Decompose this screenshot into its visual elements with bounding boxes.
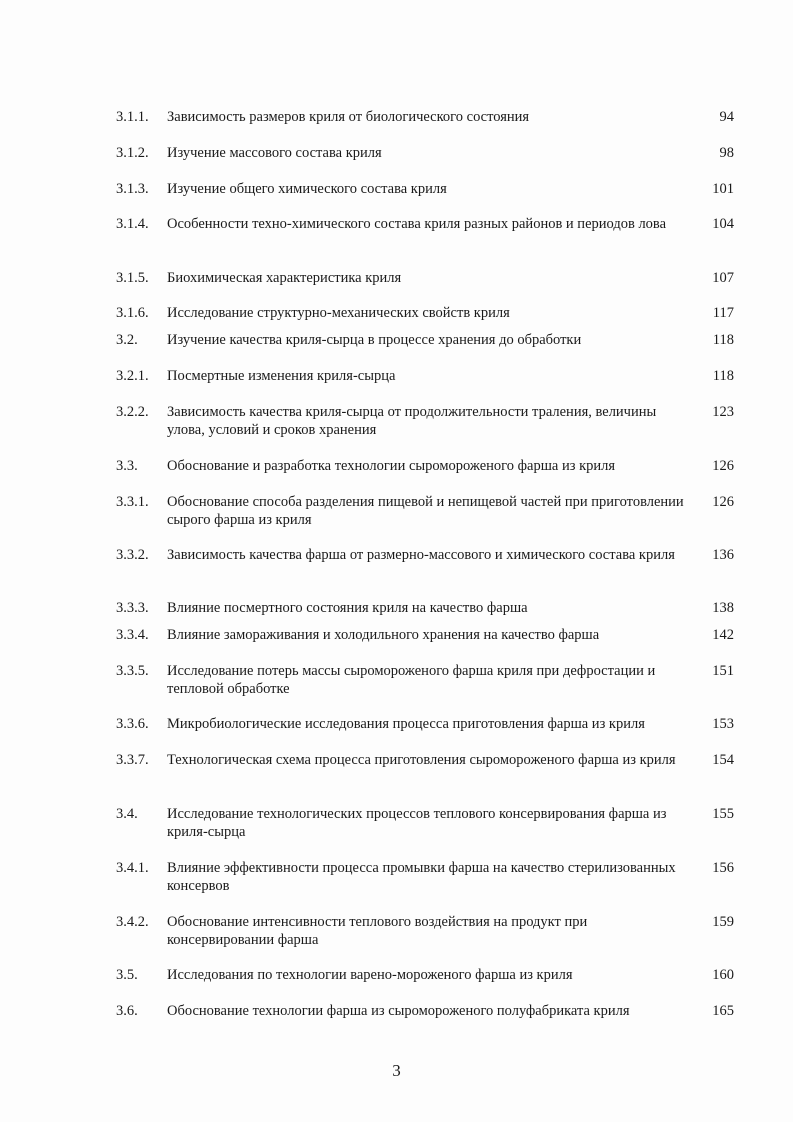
toc-entry-number: 3.3. <box>116 458 138 474</box>
toc-entry-page: 126 <box>712 494 734 510</box>
toc-entry-number: 3.3.5. <box>116 663 149 679</box>
toc-entry-page: 126 <box>712 458 734 474</box>
toc-entry-page: 123 <box>712 404 734 420</box>
toc-entry-page: 156 <box>712 860 734 876</box>
toc-entry-title: Обоснование и разработка технологии сыромороженого фарша из криля <box>167 458 616 474</box>
toc-entry-page: 165 <box>712 1003 734 1019</box>
toc-entry-title: Влияние замораживания и холодильного хранения на качество фарша <box>167 627 600 643</box>
toc-entry-title: Обоснование технологии фарша из сыромороженого полуфабриката криля <box>167 1003 630 1019</box>
toc-entry-title: Исследование потерь массы сыромороженого фарша криля при дефростации и тепловой обработке <box>167 663 656 697</box>
toc-entry-number: 3.3.1. <box>116 494 149 510</box>
toc-entry-page: 118 <box>712 368 734 384</box>
toc-entry-page: 155 <box>712 806 734 822</box>
toc-entry-number: 3.3.7. <box>116 752 149 768</box>
toc-entry-title: Зависимость качества фарша от размерно-массового и химического состава криля <box>167 547 675 563</box>
toc-entry-number: 3.1.2. <box>116 145 149 161</box>
toc-entry-title: Микробиологические исследования процесса приготовления фарша из криля <box>167 716 645 732</box>
toc-entry-page: 159 <box>712 914 734 930</box>
toc-entry-page: 101 <box>712 181 734 197</box>
toc-entry-title: Влияние посмертного состояния криля на качество фарша <box>167 600 528 616</box>
toc-entry-page: 94 <box>719 109 734 125</box>
toc-entry-number: 3.3.3. <box>116 600 149 616</box>
toc-entry-title: Зависимость размеров криля от биологического состояния <box>167 109 530 125</box>
toc-entry-number: 3.4.1. <box>116 860 149 876</box>
toc-entry-page: 136 <box>712 547 734 563</box>
toc-entry-title: Зависимость качества криля-сырца от продолжительности траления, величины улова, условий и сроков хранения <box>167 404 657 438</box>
toc-entry-title: Изучение массового состава криля <box>167 145 382 161</box>
toc-entry-number: 3.2. <box>116 332 138 348</box>
toc-entry-number: 3.3.2. <box>116 547 149 563</box>
toc-entry-page: 151 <box>712 663 734 679</box>
toc-entry-number: 3.3.4. <box>116 627 149 643</box>
toc-entry-title: Изучение качества криля-сырца в процессе хранения до обработки <box>167 332 582 348</box>
toc-entry-title: Влияние эффективности процесса промывки фарша на качество стерилизованных консервов <box>167 860 676 894</box>
toc-entry-title: Исследование технологических процессов теплового консервирования фарша из криля-сырца <box>167 806 667 840</box>
toc-entry-page: 138 <box>712 600 734 616</box>
toc-entry-title: Обоснование интенсивности теплового воздействия на продукт при консервировании фарша <box>167 914 588 948</box>
toc-entry-number: 3.1.4. <box>116 216 149 232</box>
toc-entry-number: 3.1.5. <box>116 270 149 286</box>
toc-entry-page: 107 <box>712 270 734 286</box>
toc-entry-page: 118 <box>712 332 734 348</box>
toc-entry-title: Изучение общего химического состава криля <box>167 181 447 197</box>
toc-entry-number: 3.1.3. <box>116 181 149 197</box>
toc-entry-number: 3.1.1. <box>116 109 149 125</box>
toc-entry-number: 3.2.2. <box>116 404 149 420</box>
toc-entry-title: Исследования по технологии варено-мороженого фарша из криля <box>167 967 573 983</box>
toc-entry-title: Технологическая схема процесса приготовления сыромороженого фарша из криля <box>167 752 676 768</box>
toc-entry-page: 104 <box>712 216 734 232</box>
toc-entry-number: 3.1.6. <box>116 305 149 321</box>
toc-entry-number: 3.3.6. <box>116 716 149 732</box>
toc-entry-title: Особенности техно-химического состава криля разных районов и периодов лова <box>167 216 667 232</box>
toc-entry-number: 3.6. <box>116 1003 138 1019</box>
toc-entry-title: Биохимическая характеристика криля <box>167 270 402 286</box>
toc-entry-number: 3.4. <box>116 806 138 822</box>
page-number: 3 <box>392 1061 401 1080</box>
toc-entry-title: Исследование структурно-механических свойств криля <box>167 305 510 321</box>
toc-entry-page: 142 <box>712 627 734 643</box>
toc-entry-page: 98 <box>719 145 734 161</box>
toc-entry-number: 3.4.2. <box>116 914 149 930</box>
toc-entry-page: 153 <box>712 716 734 732</box>
toc-entry-page: 117 <box>712 305 734 321</box>
toc-entry-number: 3.5. <box>116 967 138 983</box>
toc-entry-page: 154 <box>712 752 734 768</box>
toc-entry-page: 160 <box>712 967 734 983</box>
toc-entry-title: Обоснование способа разделения пищевой и непищевой частей при приготовлении сырого фарша из криля <box>167 494 684 528</box>
toc-entry-number: 3.2.1. <box>116 368 149 384</box>
toc-entry-title: Посмертные изменения криля-сырца <box>167 368 396 384</box>
